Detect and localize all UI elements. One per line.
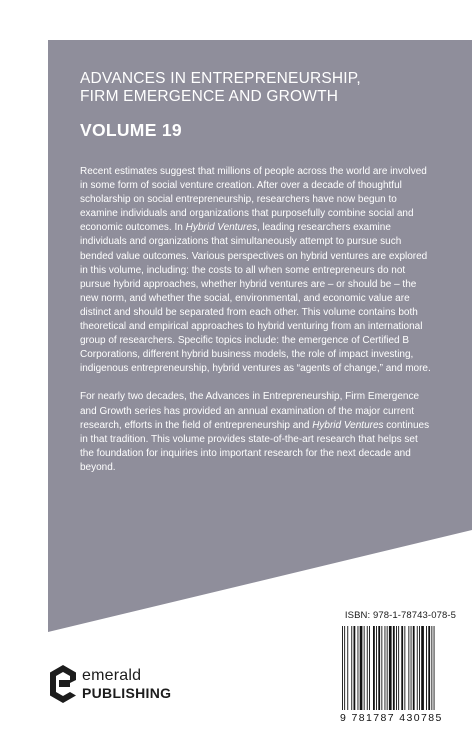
barcode-bar <box>378 626 380 710</box>
barcode-bar <box>364 626 365 710</box>
barcode-bar <box>360 626 363 710</box>
barcode-bar <box>411 626 412 710</box>
barcode-bar <box>387 626 388 710</box>
back-cover-content <box>80 70 432 475</box>
barcode-bar <box>417 626 418 710</box>
barcode-bar <box>396 626 397 710</box>
barcode-bar <box>401 626 403 710</box>
volume-number: VOLUME 19 <box>80 120 182 140</box>
barcode-bar <box>421 626 424 710</box>
isbn-barcode <box>340 610 456 740</box>
publisher-name: emerald <box>82 667 142 684</box>
series-title-line-1: ADVANCES IN ENTREPRENEURSHIP, <box>80 70 361 87</box>
blurb-p1-text-a: Recent estimates suggest that millions of people across the world are involved in some form of social venture creation. After over a decade of thoughtful scholarship on social entrepreneurship, researchers have now begun to examine individuals and organizations that purposefully combine social and economic outcomes. In <box>80 166 427 234</box>
emerald-logo-icon <box>48 664 78 704</box>
barcode-bar <box>404 626 405 710</box>
barcode-bar <box>428 626 430 710</box>
blurb-paragraph-2 <box>80 390 432 475</box>
publisher-subname: PUBLISHING <box>82 685 172 701</box>
isbn-label: ISBN: 978-1-78743-078-5 <box>344 610 456 621</box>
barcode-bar <box>381 626 382 710</box>
barcode-bar <box>347 626 348 710</box>
barcode-digits: 9 781787 430785 <box>340 712 443 724</box>
blurb-p2-book-title: Hybrid Ventures <box>312 419 384 431</box>
barcode-bar <box>342 626 343 710</box>
barcode-icon <box>340 626 456 714</box>
blurb-p2-text-a: For nearly two decades, the Advances in Entrepreneurship, Firm Emergence and Growth series has provided an annual examination of the major current research, efforts in the field of entrepreneurship and <box>80 391 420 431</box>
barcode-bar <box>367 626 368 710</box>
barcode-bar <box>344 626 345 710</box>
barcode-bar <box>351 626 352 710</box>
barcode-bar <box>434 626 435 710</box>
blurb-p1-book-title: Hybrid Ventures <box>185 222 257 234</box>
barcode-bar <box>393 626 395 710</box>
series-title-line-2: FIRM EMERGENCE AND GROWTH <box>80 88 339 105</box>
barcode-bar <box>358 626 359 710</box>
barcode-bar <box>385 626 386 710</box>
barcode-bar <box>408 626 409 710</box>
barcode-bar <box>376 626 377 710</box>
barcode-bar <box>389 626 392 710</box>
blurb-p1-text-b: , leading researchers examine individuals and organizations that simultaneously attempt to pursue such bended value outcomes. Various perspectives on hybrid ventures are explored in this volume, including: the costs to all when some entrepreneurs do not pursue hybrid approaches, whether hybrid ventures are – or should be – the new norm, and whether the social, environmental, and economic value are distinct and should be separated from each other. This volume contains both theoretical and empirical approaches to hybrid venturing from an international group of researchers. Specific topics include: the emergence of Certified B Corporations, different hybrid business models, the role of impact investing, indigenous entrepreneurship, hybrid ventures as “agents of change,” and more. <box>80 222 431 375</box>
barcode-bar <box>419 626 420 710</box>
barcode-bar <box>431 626 432 710</box>
barcode-bar <box>413 626 415 710</box>
publisher-logo <box>48 664 208 708</box>
blurb-paragraph-1 <box>80 165 432 376</box>
barcode-bar <box>426 626 427 710</box>
blurb-p2-text-b: continues in that tradition. This volume provides state-of-the-art research that helps set the foundation for inquiries into important research for the next decade and beyond. <box>80 419 430 473</box>
barcode-bar <box>354 626 356 710</box>
barcode-bar <box>373 626 375 710</box>
barcode-bar <box>398 626 399 710</box>
barcode-bar <box>369 626 370 710</box>
